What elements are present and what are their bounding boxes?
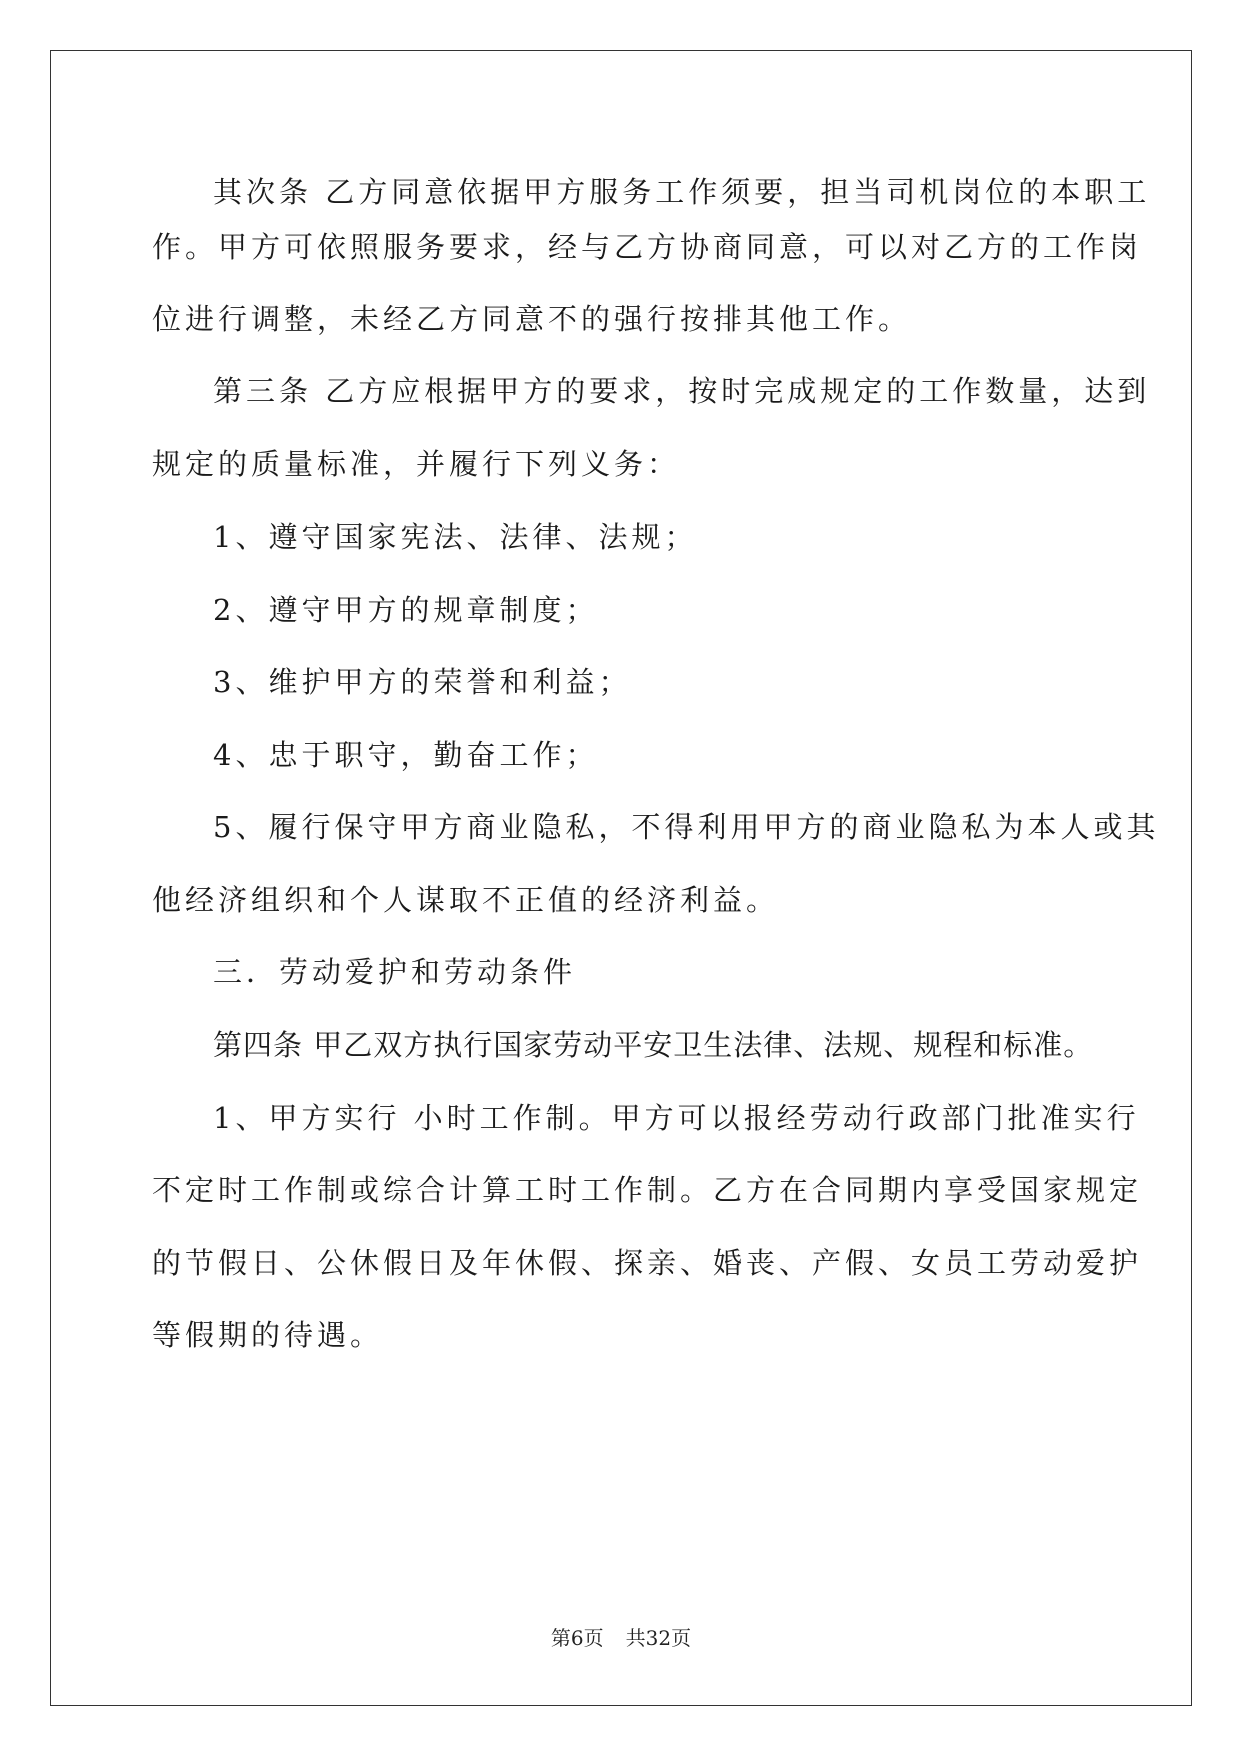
paragraph-line: 其次条 乙方同意依据甲方服务工作须要，担当司机岗位的本职工: [213, 175, 1151, 209]
paragraph-line: 作。甲方可依照服务要求，经与乙方协商同意，可以对乙方的工作岗: [152, 230, 1143, 264]
paragraph-line: 位进行调整，未经乙方同意不的强行按排其他工作。: [152, 302, 912, 336]
page-total: 32: [645, 1626, 672, 1650]
paragraph-line: 他经济组织和个人谋取不正值的经济利益。: [152, 883, 780, 917]
paragraph-line: 的节假日、公休假日及年休假、探亲、婚丧、产假、女员工劳动爱护: [152, 1246, 1143, 1280]
section-heading: 三．劳动爱护和劳动条件: [213, 955, 577, 989]
list-item: 1、遵守国家宪法、法律、法规；: [213, 520, 698, 554]
page-label-suffix: 页: [583, 1626, 604, 1650]
list-item: 3、维护甲方的荣誉和利益；: [213, 665, 632, 699]
total-label-suffix: 页: [671, 1626, 692, 1650]
paragraph-line: 第四条 甲乙双方执行国家劳动平安卫生法律、法规、规程和标准。: [213, 1028, 1094, 1062]
paragraph-line: 1、甲方实行 小时工作制。甲方可以报经劳动行政部门批准实行: [213, 1101, 1140, 1135]
paragraph-line: 规定的质量标准，并履行下列义务：: [152, 447, 681, 481]
document-body: [51, 51, 1191, 1705]
paragraph-line: 第三条 乙方应根据甲方的要求，按时完成规定的工作数量，达到: [213, 374, 1151, 408]
list-item: 5、履行保守甲方商业隐私，不得利用甲方的商业隐私为本人或其: [213, 810, 1160, 844]
page-frame: [50, 50, 1192, 1706]
list-item: 4、忠于职守，勤奋工作；: [213, 738, 599, 772]
list-item: 2、遵守甲方的规章制度；: [213, 593, 599, 627]
page-current: 6: [570, 1626, 584, 1650]
paragraph-line: 等假期的待遇。: [152, 1318, 384, 1352]
total-label-prefix: 共: [625, 1626, 646, 1650]
paragraph-line: 不定时工作制或综合计算工时工作制。乙方在合同期内享受国家规定: [152, 1173, 1143, 1207]
page-footer: [51, 1626, 1191, 1650]
page-label-prefix: 第: [550, 1626, 571, 1650]
